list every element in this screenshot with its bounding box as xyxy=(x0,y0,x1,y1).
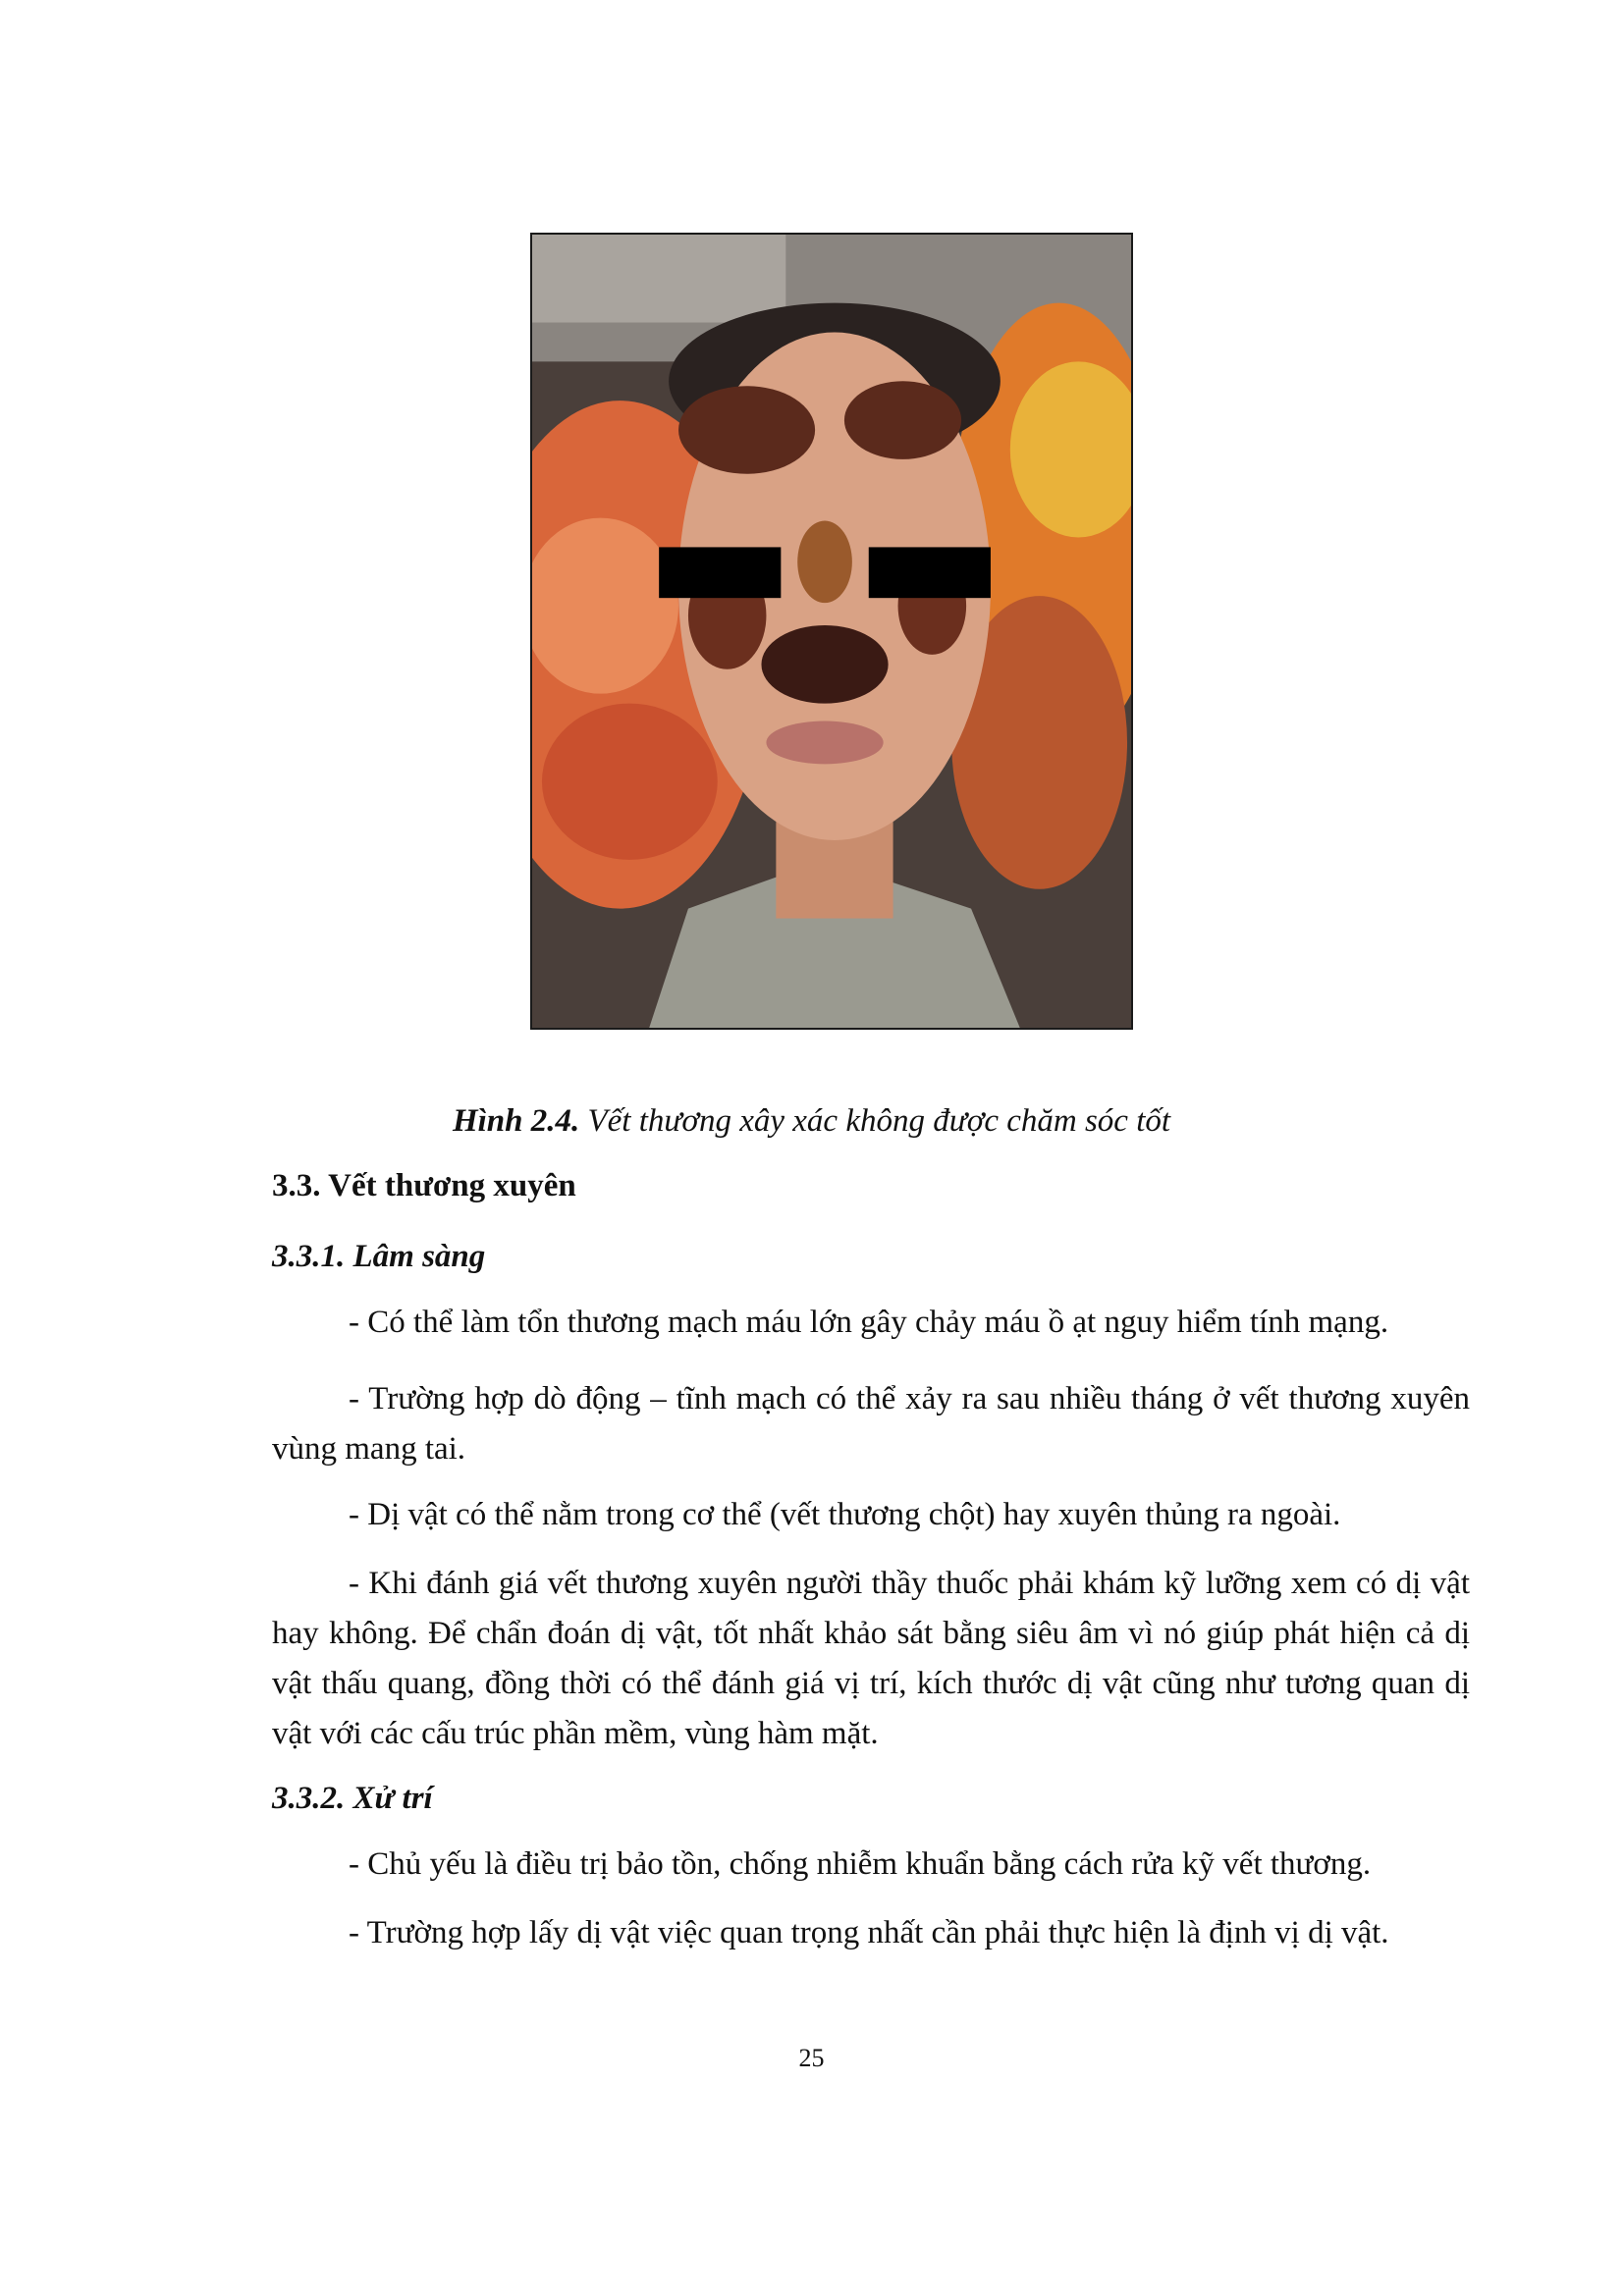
figure-photo xyxy=(530,233,1133,1030)
figure-caption-text: Vết thương xây xác không được chăm sóc tốt xyxy=(587,1103,1171,1139)
treatment-paragraph-2: - Trường hợp lấy dị vật việc quan trọng nhất cần phải thực hiện là định vị dị vật. xyxy=(349,1915,1389,1950)
subheading-clinical: 3.3.1. Lâm sàng xyxy=(272,1239,486,1274)
clinical-paragraph-2: - Trường hợp dò động – tĩnh mạch có thể xảy ra sau nhiều tháng ở vết thương xuyên vùng mang tai. xyxy=(272,1381,1470,1467)
clinical-paragraph-1: - Có thể làm tổn thương mạch máu lớn gây chảy máu ồ ạt nguy hiểm tính mạng. xyxy=(349,1305,1389,1340)
subheading-treatment: 3.3.2. Xử trí xyxy=(272,1781,433,1816)
section-heading: 3.3. Vết thương xuyên xyxy=(272,1168,576,1203)
figure-label: Hình 2.4. xyxy=(452,1103,580,1139)
page-number: 25 xyxy=(798,2044,825,2072)
figure-caption xyxy=(0,1101,1623,1141)
clinical-paragraph-3: - Dị vật có thể nằm trong cơ thể (vết thương chột) hay xuyên thủng ra ngoài. xyxy=(349,1497,1341,1532)
clinical-paragraph-4: - Khi đánh giá vết thương xuyên người thầy thuốc phải khám kỹ lưỡng xem có dị vật hay không. Để chẩn đoán dị vật, tốt nhất khảo sát bằng siêu âm vì nó giúp phát hiện cả dị vật thấu quang, đồng thời có thể đánh giá vị trí, kích thước dị vật cũng như tương quan dị vật với các cấu trúc phần mềm, vùng hàm mặt. xyxy=(272,1566,1470,1751)
treatment-paragraph-1: - Chủ yếu là điều trị bảo tồn, chống nhiễm khuẩn bằng cách rửa kỹ vết thương. xyxy=(349,1846,1372,1882)
patient-face-photo xyxy=(532,235,1131,1028)
